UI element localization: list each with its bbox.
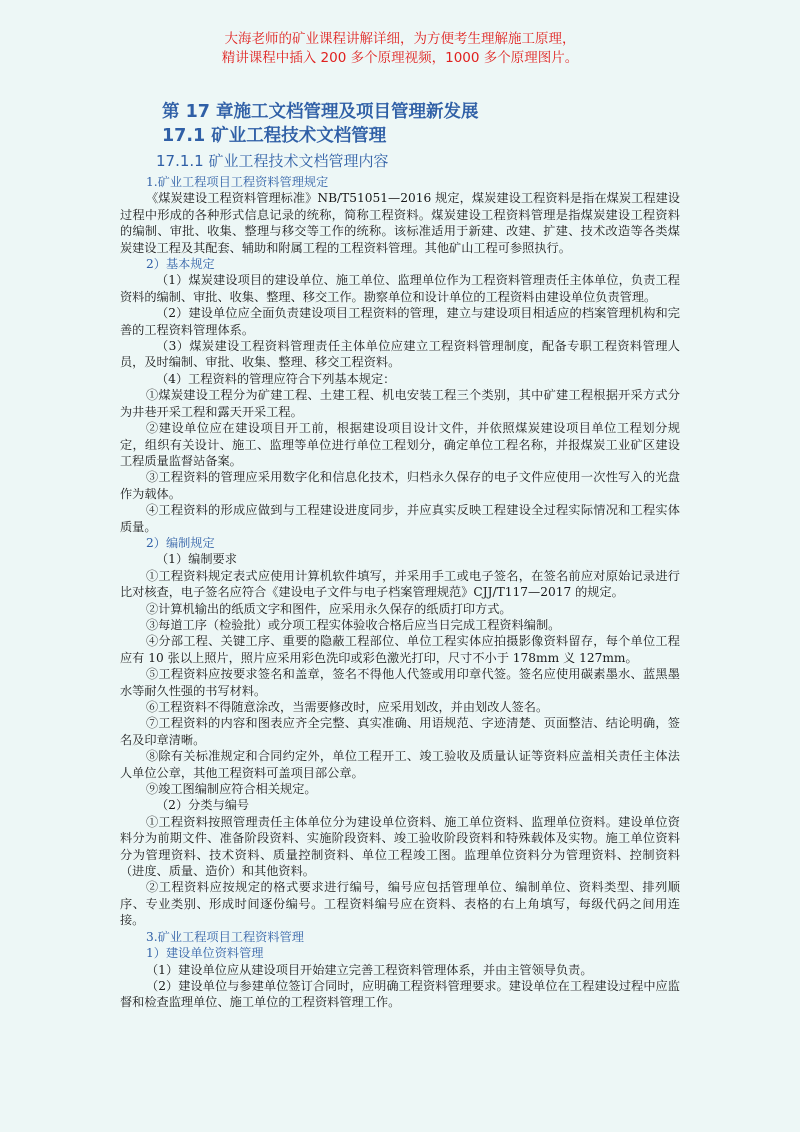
s3-subtitle-2: （2）分类与编号 [156, 798, 250, 813]
s2-paragraph-2: （2）建设单位应全面负责建设项目工程资料的管理，建立与建设项目相适应的档案管理机构和完善的工程资料管理体系。 [120, 306, 680, 337]
s3-clause-9: ⑨竣工图编制应符合相关规定。 [146, 782, 317, 797]
s3-clause-5: ⑤工程资料应按要求签名和盖章，签名不得他人代签或用印章代签。签名应使用碳素墨水、蓝黑墨水等耐久性强的书写材料。 [120, 667, 680, 698]
s3-subtitle-1: （1）编制要求 [156, 552, 237, 567]
s3-clause-1: ①工程资料规定表式应使用计算机软件填写，并采用手工或电子签名，在签名前应对原始记录进行比对核查，电子签名应符合《建设电子文件与电子档案管理规范》CJJ/T117—2017 的规定。 [120, 568, 680, 600]
s2-clause-2: ②建设单位应在建设项目开工前，根据建设项目设计文件，并依照煤炭建设项目单位工程划分规定，组织有关设计、施工、监理等单位进行单位工程划分，确定单位工程名称，并报煤炭工业矿区建设工程质量监督站备案。 [120, 421, 680, 468]
s2-clause-1: ①煤炭建设工程分为矿建工程、土建工程、机电安装工程三个类别，其中矿建工程根据开采方式分为井巷开采工程和露天开采工程。 [120, 388, 680, 419]
s4-paragraph-1: （1）建设单位应从建设项目开始建立完善工程资料管理体系，并由主管领导负责。 [146, 962, 593, 977]
s3-clause-7: ⑦工程资料的内容和图表应齐全完整、真实准确、用语规范、字迹清楚、页面整洁、结论明确，签名及印章清晰。 [120, 716, 680, 747]
banner-line-1: 大海老师的矿业课程讲解详细，为方便考生理解施工原理， [224, 31, 576, 47]
banner-line-2: 精讲课程中插入 200 多个原理视频，1000 多个原理图片。 [221, 50, 579, 66]
s3-item-2: ②工程资料应按规定的格式要求进行编号，编号应包括管理单位、编制单位、资料类型、排列顺序、专业类别、形成时间逐份编号。工程资料编号应在资料、表格的右上角填写，每级代码之间用连接。 [120, 880, 680, 928]
s3-clause-8: ⑧除有关标准规定和合同约定外，单位工程开工、竣工验收及质量认证等资料应盖相关责任主体法人单位公章，其他工程资料可盖项目部公章。 [120, 749, 680, 780]
document-body [120, 174, 680, 1011]
s3-title: 2）编制规定 [146, 535, 215, 550]
s3-clause-2: ②计算机输出的纸质文字和图件，应采用永久保存的纸质打印方式。 [146, 601, 512, 616]
s2-paragraph-3: （3）煤炭建设工程资料管理责任主体单位应建立工程资料管理制度，配备专职工程资料管理人员，及时编制、审批、收集、整理、移交工程资料。 [120, 339, 680, 370]
chapter-title: 第 17 章施工文档管理及项目管理新发展 [162, 102, 479, 122]
s1-paragraph: 《煤炭建设工程资料管理标准》NB/T51051—2016 规定，煤炭建设工程资料是指在煤炭工程建设过程中形成的各种形式信息记录的统称，简称工程资料。煤炭建设工程资料管理是指煤炭建设工程资料的编制、审批、收集、整理与移交等工作的统称。该标准适用于新建、改建、扩建、技术改造等各类煤炭建设工程及其配套、辅助和附属工程的工程资料管理。其他矿山工程可参照执行。 [120, 191, 680, 255]
subsection-title: 17.1.1 矿业工程技术文档管理内容 [156, 152, 389, 170]
s3-clause-6: ⑥工程资料不得随意涂改，当需要修改时，应采用划改，并由划改人签名。 [146, 700, 549, 714]
promo-banner [0, 30, 800, 68]
s1-title: 1.矿业工程项目工程资料管理规定 [146, 175, 329, 189]
s3-clause-3: ③每道工序（检验批）或分项工程实体验收合格后应当日完成工程资料编制。 [146, 617, 561, 632]
s4-title: 3.矿业工程项目工程资料管理 [146, 929, 304, 944]
s2-paragraph-1: （1）煤炭建设项目的建设单位、施工单位、监理单位作为工程资料管理责任主体单位，负责工程资料的编制、审批、收集、整理、移交工作。勘察单位和设计单位的工程资料由建设单位负责管理。 [120, 273, 680, 304]
s4-paragraph-2: （2）建设单位与参建单位签订合同时，应明确工程资料管理要求。建设单位在工程建设过程中应监督和检查监理单位、施工单位的工程资料管理工作。 [120, 978, 680, 1010]
s3-item-1: ①工程资料按照管理责任主体单位分为建设单位资料、施工单位资料、监理单位资料。建设单位资料分为前期文件、准备阶段资料、实施阶段资料、竣工验收阶段资料和特殊载体及实物。施工单位资料分为管理资料、技术资料、质量控制资料、单位工程竣工图。监理单位资料分为管理资料、控制资料（进度、质量、造价）和其他资料。 [120, 814, 680, 879]
s2-clause-4: ④工程资料的形成应做到与工程建设进度同步，并应真实反映工程建设全过程实际情况和工程实体质量。 [120, 503, 680, 534]
s2-clause-3: ③工程资料的管理应采用数字化和信息化技术，归档永久保存的电子文件应使用一次性写入的光盘作为载体。 [120, 470, 680, 501]
s2-title: 2）基本规定 [146, 257, 215, 272]
section-title: 17.1 矿业工程技术文档管理 [162, 126, 387, 146]
s3-clause-4: ④分部工程、关键工序、重要的隐蔽工程部位、单位工程实体应拍摄影像资料留存，每个单位工程应有 10 张以上照片，照片应采用彩色洗印或彩色激光打印，尺寸不小于 178mm 义 127mm。 [120, 634, 680, 665]
s4-subtitle-1: 1）建设单位资料管理 [146, 946, 264, 961]
s2-paragraph-4: （4）工程资料的管理应符合下列基本规定： [156, 371, 396, 386]
